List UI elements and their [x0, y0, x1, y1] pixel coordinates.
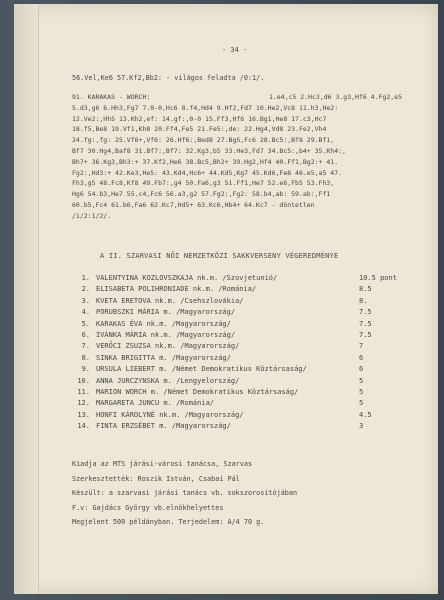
page-binding-edge: [14, 4, 39, 594]
standings-row: [76, 388, 406, 399]
points: 7: [359, 342, 364, 351]
rank: 1.: [81, 274, 90, 282]
player-name: ELISABETA POLIHRONIADE nk.m. /Románia/: [96, 285, 257, 294]
standings-row: [76, 411, 406, 422]
standings-row: [76, 399, 406, 410]
rank: 14.: [77, 422, 90, 431]
standings-row: [76, 422, 406, 433]
standings-row: [76, 308, 406, 319]
colophon-line: Megjelent 500 példányban. Terjedelem: A/4 70 g.: [72, 518, 265, 526]
points: 6: [359, 353, 364, 362]
rank: 11.: [77, 387, 90, 396]
standings-row: [76, 331, 406, 342]
player-name: ANNA JURCZYNSKA m. /Lengyelország/: [96, 376, 240, 385]
rank: 5.: [81, 319, 90, 328]
rank: 13.: [77, 410, 90, 419]
colophon-line: Szerkesztették: Roszik István, Csabai Pál: [72, 474, 240, 483]
colophon-line: Kiadja az MTS járási-városi tanácsa, Szarvas: [72, 460, 253, 468]
rank: 2.: [81, 285, 90, 294]
rank: 6.: [81, 330, 90, 339]
points: 6: [359, 365, 364, 374]
standings-row: [76, 342, 406, 353]
standings-list: [76, 274, 406, 433]
game-header-right: 1.e4,c5 2.Hc3,d6 3.g3,Hf6 4.Fg2,e5: [268, 93, 402, 101]
standings-row: [76, 320, 406, 331]
player-name: MARGARETA JUNCU m. /Románia/: [96, 399, 215, 408]
game-notation: [72, 92, 432, 222]
player-name: SINKA BRIGITTA m. /Magyarország/: [96, 353, 231, 362]
document-page: [14, 4, 438, 594]
points: 7.5: [359, 319, 372, 328]
player-name: KVETA ERETOVA nk.m. /Csehszlovákia/: [96, 296, 244, 305]
game-line: /1/2:1/2/.: [72, 211, 112, 220]
page-number: - 34 -: [222, 46, 248, 54]
points: 5: [359, 387, 364, 396]
points: 7.5: [359, 330, 372, 339]
game-line: 18.f5,Be8 19.Vf1,Kh8 20.Ff4,Fe5 21.Fe5:,de: 22.Hg4,Vd8 23.Fe2,Vh4: [72, 125, 327, 134]
points: 10.5 pont: [359, 274, 397, 282]
game-header: [72, 92, 402, 103]
game-header-left: 91. KARAKAS - WORCH:: [72, 93, 151, 101]
colophon: [72, 457, 412, 530]
game-line: 60.b5,Fc4 61.b6,Fa6 62.Kc7,Hd5+ 63.Kc6,Hb4+ 64.Kc7 - döntetlen: [72, 200, 315, 209]
game-line: Fg2:,Hd3:+ 42.Ke3,He5: 43.Kd4,Hc6+ 44.Kd5,Kg7 45.Kd6,Fe8 46.e5,a5 47.: [72, 168, 343, 177]
points: 4.5: [359, 410, 372, 419]
standings-row: [76, 285, 406, 296]
colophon-line: F.v: Gajdács György vb.elnökhelyettes: [72, 503, 224, 512]
points: 5: [359, 399, 364, 408]
rank: 8.: [81, 353, 90, 362]
player-name: KARAKAS ÉVA nk.m. /Magyarország/: [96, 319, 231, 328]
player-name: URSULA LIEBERT m. /Német Demokratikus Köztársaság/: [96, 365, 307, 374]
points: 8.5: [359, 285, 372, 294]
points: 3: [359, 422, 364, 431]
standings-title: A II. SZARVASI NŐI NEMZETKÖZI SAKKVERSENY VÉGEREDMÉNYE: [100, 252, 339, 260]
rank: 3.: [81, 296, 90, 305]
colophon-line: Készült: a szarvasi járási tanács vb. sokszorosítójában: [72, 489, 298, 497]
player-name: IVÁNKA MÁRIA nk.m. /Magyarország/: [96, 330, 236, 339]
rank: 9.: [81, 365, 90, 374]
standings-row: [76, 354, 406, 365]
intro-line: 56.Vel,Ke6 57.Kf2,Bb2: - világos feladta /0:1/.: [72, 74, 265, 82]
player-name: PORUBSZKI MÁRIA m. /Magyarország/: [96, 308, 236, 317]
standings-row: [76, 274, 406, 285]
game-line: Bf7 30.Hg4,Baf8 31.Bf7:,Bf7: 32.Kg3,b5 33.He3,Fd7 34.Bc5:,b4+ 35.Kh4:,: [72, 146, 346, 155]
standings-row: [76, 297, 406, 308]
player-name: FINTA ERZSÉBET m. /Magyarország/: [96, 422, 231, 431]
rank: 12.: [77, 399, 90, 408]
rank: 4.: [81, 308, 90, 317]
game-line: 5.d3,g6 6.Hh3,Fg7 7.0-0,Hc6 8.f4,Hd4 9.Hf2,Fd7 10.He2,Vc8 11.h3,He2:: [72, 103, 339, 112]
points: 8.: [359, 296, 368, 305]
game-line: Hg6 54.b3,He7 55.c4,Fc6 56.a3,g2 57.Fg2:,Fg2: 58.b4,ab: 59.ab:,Ff1: [72, 190, 331, 199]
player-name: VALENTYINA KOZLOVSZKAJA nk.m. /Szovjetunió/: [96, 274, 278, 282]
game-line: 12.Ve2:,Hh5 13.Kh2,ef: 14.gf:,0-0 15.Ff3,Hf6 16.Bg1,He8 17.c3,Hc7: [72, 114, 327, 123]
rank: 7.: [81, 342, 90, 351]
points: 7.5: [359, 308, 372, 317]
standings-row: [76, 365, 406, 376]
game-line: Bh7+ 36.Kg3,Bh3:+ 37.Kf2,He6 38.Bc5,Bh2+ 39.Hg2,Hf4 40.Ff1,Bg2:+ 41.: [72, 157, 339, 166]
rank: 10.: [77, 376, 90, 385]
game-line: 24.fg:,fg: 25.Vf6+,Vf6: 26.Hf6:,Bed8 27.Bg5,Fc6 28.Bc5:,Bf8 29.Bf1,: [72, 136, 335, 145]
standings-row: [76, 377, 406, 388]
points: 5: [359, 376, 364, 385]
game-line: Fh3,g5 48.Fc8,Kf8 49.Fb7:,g4 50.Fa6,g3 51.Ff1,He7 52.e6,Fb5 53.Fh3,: [72, 179, 335, 188]
player-name: VERŐCI ZSUZSA nk.m. /Magyarország/: [96, 342, 240, 351]
player-name: MARION WORCH m. /Német Demokratikus Köztársaság/: [96, 387, 299, 396]
player-name: HONFI KÁROLYNÉ nk.m. /Magyarország/: [96, 410, 244, 419]
